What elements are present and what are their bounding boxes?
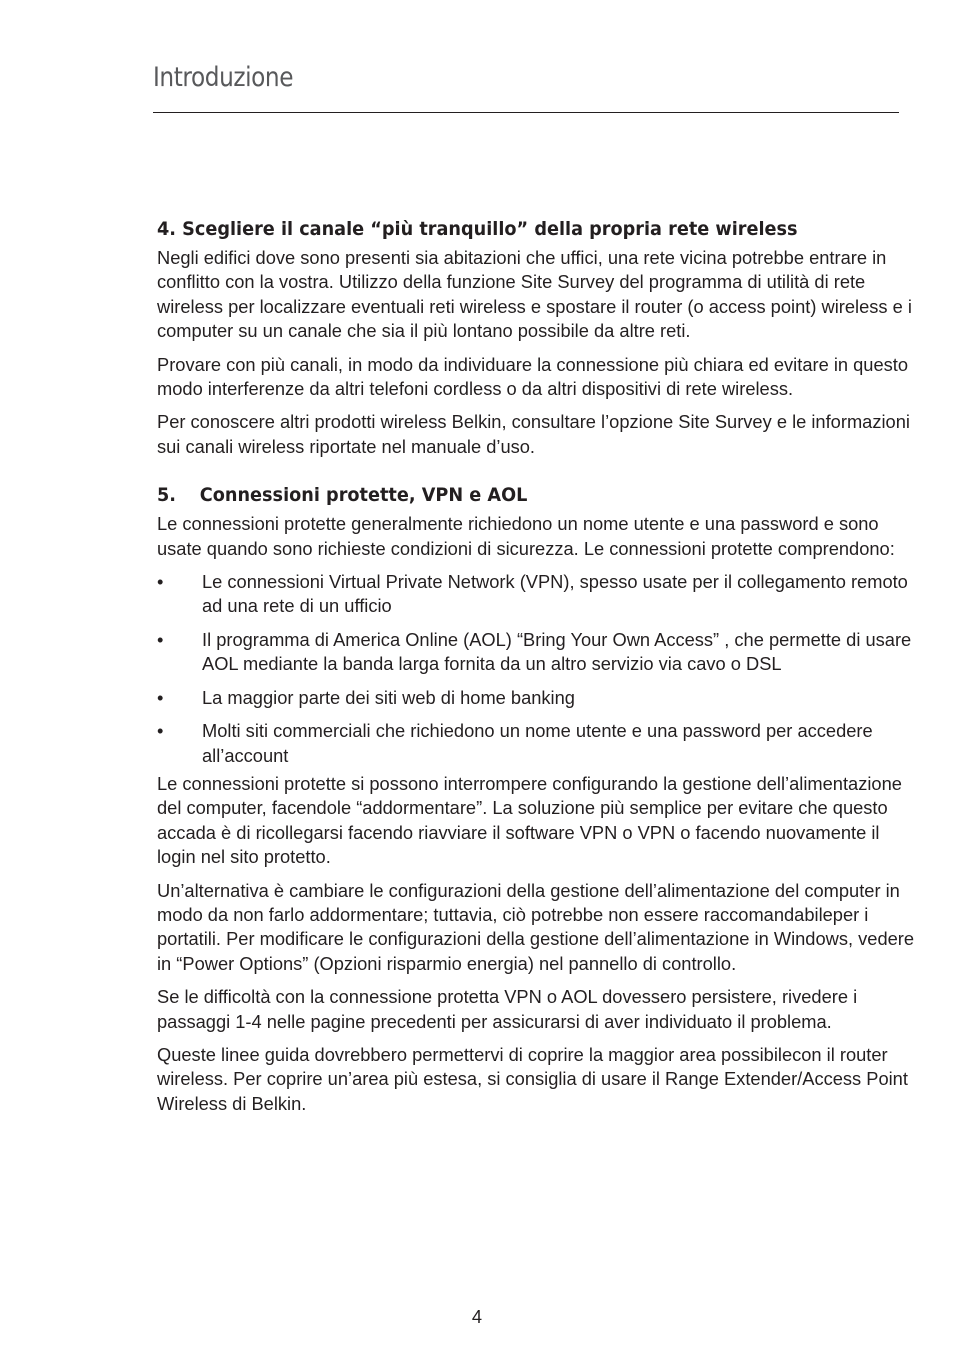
section-5-paragraph: Un’alternativa è cambiare le configurazioni della gestione dell’alimentazione del computer in modo da non farlo addormentare; tuttavia, ciò potrebbe non essere raccomandabileper i portatili. Per modificare le configurazioni della gestione dell’alimentazione in Windows, vedere in “Power Options” (Opzioni risparmio energia) nel pannello di controllo. (157, 879, 915, 974)
bullet-icon: • (157, 571, 164, 593)
header-divider (153, 112, 899, 113)
page-footer (0, 1306, 954, 1328)
section-4-heading: 4. Scegliere il canale “più tranquillo” della propria rete wireless (157, 218, 798, 240)
section-5 (157, 480, 917, 1116)
section-5-paragraph: Se le difficoltà con la connessione protetta VPN o AOL dovessero persistere, rivedere i passaggi 1-4 nelle pagine precedenti per assicurarsi di aver individuato il problema. (157, 986, 858, 1032)
section-4 (157, 214, 917, 459)
page-title: Introduzione (153, 62, 294, 93)
section-5-number: 5. (157, 484, 177, 507)
list-item (157, 628, 917, 677)
bullet-icon: • (157, 628, 164, 650)
list-item-text: La maggior parte dei siti web di home banking (202, 686, 575, 708)
list-item (157, 686, 917, 710)
section-5-paragraph: Queste linee guida dovrebbero permettervi di coprire la maggior area possibilecon il router wireless. Per coprire un’area più estesa, si consiglia di usare il Range Extender/Access Point Wireless di Belkin. (157, 1043, 908, 1114)
secure-connections-list (157, 570, 917, 768)
section-5-heading-text: Connessioni protette, VPN e AOL (199, 484, 528, 507)
section-4-paragraph: Per conoscere altri prodotti wireless Belkin, consultare l’opzione Site Survey e le informazioni sui canali wireless riportate nel manuale d’uso. (157, 411, 910, 457)
bullet-icon: • (157, 720, 164, 742)
list-item (157, 570, 917, 619)
section-4-paragraph: Negli edifici dove sono presenti sia abitazioni che uffici, una rete vicina potrebbe entrare in conflitto con la vostra. Utilizzo della funzione Site Survey del programma di utilità di rete wireless per localizzare eventuali reti wireless e spostare il router (o access point) wireless e i computer su un canale che sia il più lontano possibile da altre reti. (157, 247, 912, 342)
bullet-icon: • (157, 686, 164, 708)
page-number: 4 (471, 1306, 483, 1327)
main-content (157, 214, 917, 1125)
section-5-paragraph: Le connessioni protette si possono interrompere configurando la gestione dell’alimentazione del computer, facendole “addormentare”. La soluzione più semplice per evitare che questo accada è di ricollegarsi facendo riavviare il software VPN o VPN o facendo nuovamente il login nel sito protetto. (157, 772, 902, 868)
list-item-text: Molti siti commerciali che richiedono un nome utente e una password per accedere all’account (202, 720, 873, 766)
section-5-intro: Le connessioni protette generalmente richiedono un nome utente e una password e sono usate quando sono richieste condizioni di sicurezza. Le connessioni protette comprendono: (157, 513, 895, 559)
list-item-text: Le connessioni Virtual Private Network (VPN), spesso usate per il collegamento remoto ad una rete di un ufficio (202, 571, 908, 617)
section-4-paragraph: Provare con più canali, in modo da individuare la connessione più chiara ed evitare in questo modo interferenze da altri telefoni cordless o da altri dispositivi di rete wireless. (157, 353, 909, 400)
list-item-text: Il programma di America Online (AOL) “Bring Your Own Access” , che permette di usare AOL mediante la banda larga fornita da un altro servizio via cavo o DSL (202, 628, 912, 675)
section-5-heading (157, 480, 864, 510)
list-item (157, 719, 917, 768)
